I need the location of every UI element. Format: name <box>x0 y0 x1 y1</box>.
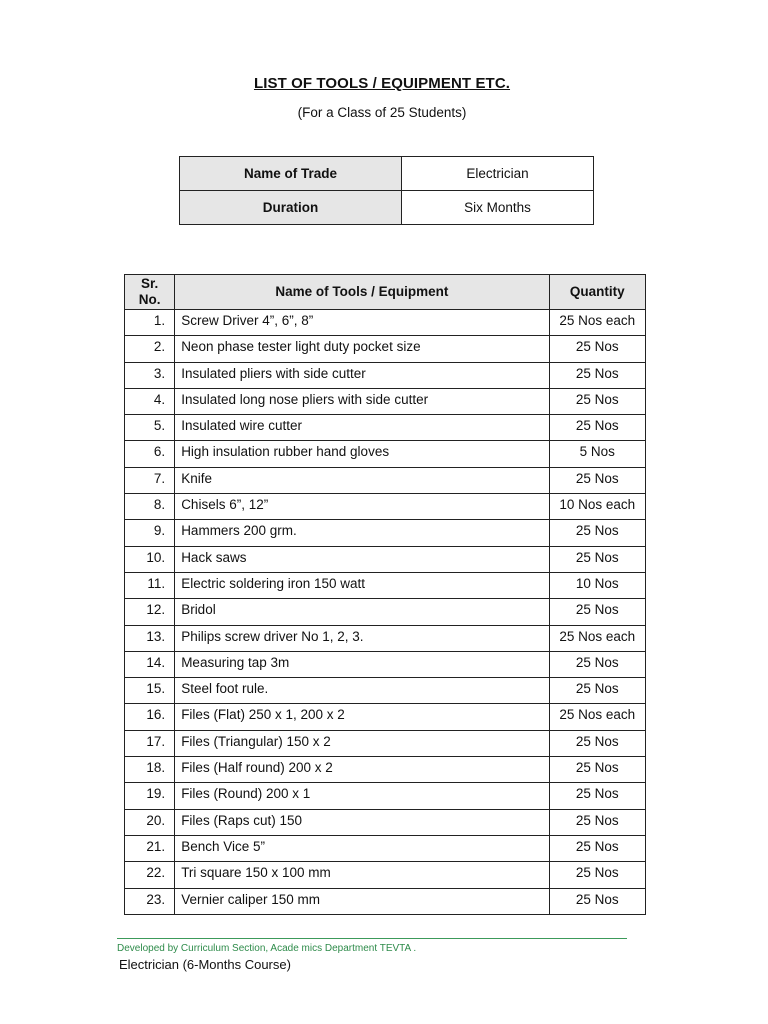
sr-no-cell: 5. <box>125 415 175 441</box>
quantity-cell: 25 Nos each <box>549 310 645 336</box>
sr-no-cell: 7. <box>125 467 175 493</box>
tool-name-cell: Tri square 150 x 100 mm <box>175 862 549 888</box>
tool-name-cell: Files (Raps cut) 150 <box>175 809 549 835</box>
sr-no-cell: 10. <box>125 546 175 572</box>
tool-name-cell: Neon phase tester light duty pocket size <box>175 336 549 362</box>
quantity-cell: 25 Nos <box>549 599 645 625</box>
trade-info-value: Six Months <box>402 191 594 225</box>
quantity-cell: 25 Nos each <box>549 704 645 730</box>
tool-name-cell: Files (Round) 200 x 1 <box>175 783 549 809</box>
footer-divider <box>117 938 627 939</box>
footer-developed-by: Developed by Curriculum Section, Acade mics Department TEVTA . <box>117 943 417 954</box>
table-row <box>125 362 646 388</box>
sr-no-cell: 19. <box>125 783 175 809</box>
table-row <box>125 494 646 520</box>
tools-table <box>124 274 646 915</box>
tool-name-cell: Files (Triangular) 150 x 2 <box>175 730 549 756</box>
quantity-cell: 10 Nos each <box>549 494 645 520</box>
quantity-cell: 25 Nos <box>549 783 645 809</box>
document-title: LIST OF TOOLS / EQUIPMENT ETC. <box>253 75 511 92</box>
sr-no-cell: 8. <box>125 494 175 520</box>
sr-no-cell: 11. <box>125 572 175 598</box>
tool-name-header: Name of Tools / Equipment <box>175 275 549 310</box>
quantity-cell: 25 Nos <box>549 415 645 441</box>
sr-no-cell: 2. <box>125 336 175 362</box>
tool-name-cell: Measuring tap 3m <box>175 651 549 677</box>
tools-table-header-row <box>125 275 646 310</box>
trade-info-row <box>180 157 594 191</box>
quantity-cell: 25 Nos <box>549 678 645 704</box>
quantity-cell: 25 Nos <box>549 336 645 362</box>
tools-table-body <box>125 310 646 915</box>
quantity-header: Quantity <box>549 275 645 310</box>
table-row <box>125 388 646 414</box>
quantity-cell: 25 Nos <box>549 730 645 756</box>
quantity-cell: 25 Nos <box>549 520 645 546</box>
tool-name-cell: Insulated wire cutter <box>175 415 549 441</box>
tool-name-cell: Files (Flat) 250 x 1, 200 x 2 <box>175 704 549 730</box>
table-row <box>125 835 646 861</box>
quantity-cell: 25 Nos <box>549 362 645 388</box>
table-row <box>125 625 646 651</box>
tool-name-cell: Steel foot rule. <box>175 678 549 704</box>
quantity-cell: 25 Nos <box>549 835 645 861</box>
document-subtitle: (For a Class of 25 Students) <box>297 105 467 120</box>
trade-info-table <box>179 156 594 225</box>
sr-no-cell: 13. <box>125 625 175 651</box>
tool-name-cell: Files (Half round) 200 x 2 <box>175 757 549 783</box>
quantity-cell: 25 Nos <box>549 467 645 493</box>
tool-name-cell: High insulation rubber hand gloves <box>175 441 549 467</box>
quantity-cell: 25 Nos <box>549 809 645 835</box>
tool-name-cell: Philips screw driver No 1, 2, 3. <box>175 625 549 651</box>
quantity-cell: 25 Nos each <box>549 625 645 651</box>
tool-name-cell: Insulated pliers with side cutter <box>175 362 549 388</box>
table-row <box>125 678 646 704</box>
sr-no-cell: 3. <box>125 362 175 388</box>
sr-no-cell: 21. <box>125 835 175 861</box>
sr-no-cell: 6. <box>125 441 175 467</box>
table-row <box>125 546 646 572</box>
sr-no-cell: 14. <box>125 651 175 677</box>
quantity-cell: 25 Nos <box>549 888 645 914</box>
trade-info-row <box>180 191 594 225</box>
quantity-cell: 5 Nos <box>549 441 645 467</box>
table-row <box>125 888 646 914</box>
tool-name-cell: Screw Driver 4”, 6”, 8” <box>175 310 549 336</box>
table-row <box>125 520 646 546</box>
tool-name-cell: Bench Vice 5” <box>175 835 549 861</box>
sr-no-cell: 16. <box>125 704 175 730</box>
trade-info-label: Duration <box>180 191 402 225</box>
sr-no-cell: 23. <box>125 888 175 914</box>
table-row <box>125 783 646 809</box>
table-row <box>125 441 646 467</box>
table-row <box>125 651 646 677</box>
tool-name-cell: Knife <box>175 467 549 493</box>
quantity-cell: 25 Nos <box>549 862 645 888</box>
tool-name-cell: Bridol <box>175 599 549 625</box>
table-row <box>125 862 646 888</box>
sr-no-cell: 4. <box>125 388 175 414</box>
quantity-cell: 10 Nos <box>549 572 645 598</box>
tool-name-cell: Vernier caliper 150 mm <box>175 888 549 914</box>
sr-no-header <box>125 275 175 310</box>
tool-name-cell: Hack saws <box>175 546 549 572</box>
table-row <box>125 467 646 493</box>
table-row <box>125 336 646 362</box>
sr-no-cell: 18. <box>125 757 175 783</box>
table-row <box>125 599 646 625</box>
tool-name-cell: Insulated long nose pliers with side cutter <box>175 388 549 414</box>
sr-no-cell: 17. <box>125 730 175 756</box>
table-row <box>125 310 646 336</box>
footer-course-name: Electrician (6-Months Course) <box>119 957 291 972</box>
sr-no-cell: 12. <box>125 599 175 625</box>
tool-name-cell: Hammers 200 grm. <box>175 520 549 546</box>
tool-name-cell: Electric soldering iron 150 watt <box>175 572 549 598</box>
quantity-cell: 25 Nos <box>549 757 645 783</box>
sr-no-cell: 22. <box>125 862 175 888</box>
table-row <box>125 757 646 783</box>
trade-info-value: Electrician <box>402 157 594 191</box>
tool-name-cell: Chisels 6”, 12” <box>175 494 549 520</box>
table-row <box>125 704 646 730</box>
trade-info-label: Name of Trade <box>180 157 402 191</box>
sr-no-cell: 15. <box>125 678 175 704</box>
sr-no-cell: 9. <box>125 520 175 546</box>
quantity-cell: 25 Nos <box>549 546 645 572</box>
sr-header-line2: No. <box>138 292 161 307</box>
quantity-cell: 25 Nos <box>549 388 645 414</box>
table-row <box>125 572 646 598</box>
table-row <box>125 415 646 441</box>
table-row <box>125 730 646 756</box>
sr-no-cell: 20. <box>125 809 175 835</box>
table-row <box>125 809 646 835</box>
sr-no-cell: 1. <box>125 310 175 336</box>
sr-header-line1: Sr. <box>140 276 159 291</box>
quantity-cell: 25 Nos <box>549 651 645 677</box>
